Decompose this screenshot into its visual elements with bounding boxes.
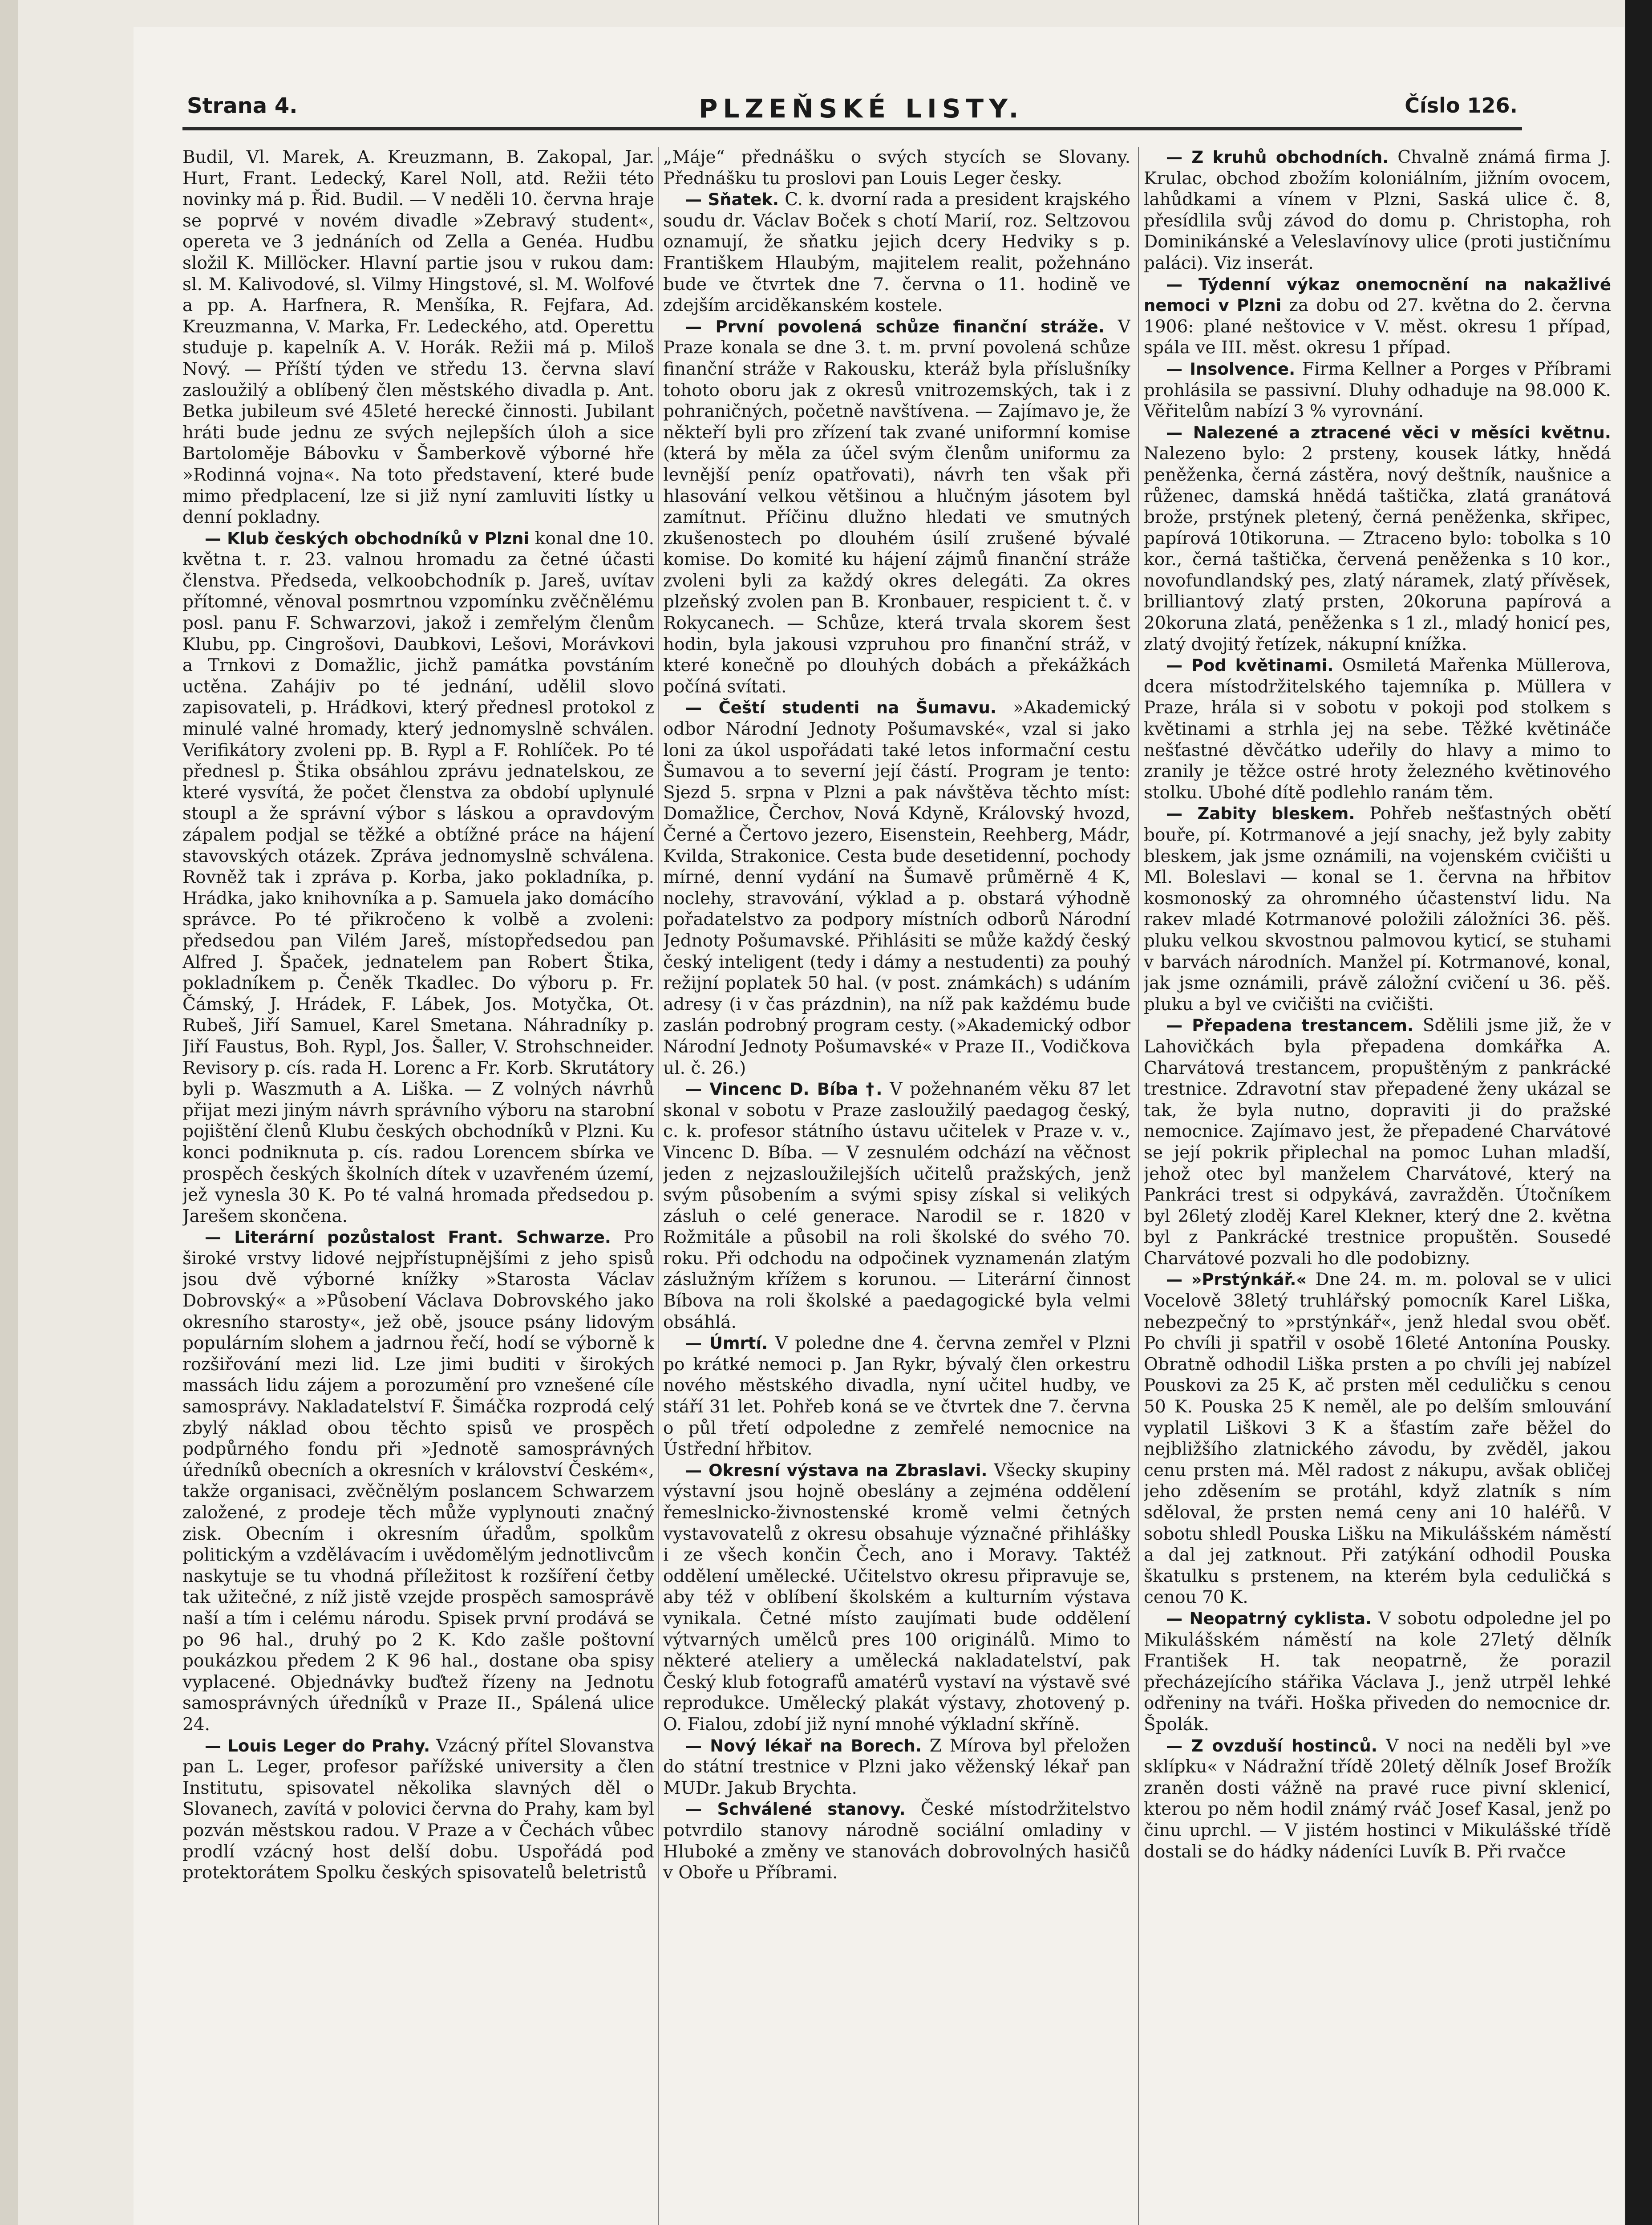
column-divider: [1138, 147, 1139, 2225]
article-paragraph: [663, 1079, 1130, 1333]
newspaper-page: [134, 27, 1624, 2225]
article-heading: — Zabity bleskem.: [1166, 804, 1355, 824]
article-text: České místodržitelstvo potvrdilo stanovy národně sociální omladiny v Hluboké a změny ve stanovách dobrovolných hasičů v Obořе u Příbrami.: [663, 1799, 1130, 1883]
article-text: konal dne 10. května t. r. 23. valnou hromadu za četné účasti členstva. Předseda, velkoobchodník p. Jareš, uvítav přítomné, věnoval posmrtnou vzpomínku zvěčnělému posl. panu F. Schwarzovi, jakož i zemřelým členům Klubu, pp. Cingrošovi, Daubkovi, Lešovi, Morávkovi a Trnkovi z Domažlic, jichž památka povstáním uctěna. Zahájiv po té jednání, udělil slovo zapisovateli, p. Hrádkovi, který přednesl protokol z minulé valné hromady, který jednomyslně schválen. Verifikátory zvoleni pp. B. Rypl a F. Rohlíček. Po té přednesl p. Štika obsáhlou zprávu jednatelskou, ze které vysvítá, že počet členstva za období uplynulé stoupl a že správní výbor s láskou a opravdovým zápalem podjal se těžké a obtížné práce na hájení stavovských otázek. Zpráva jednomyslně schválena. Rovněž tak i zpráva p. Korba, jako pokladníka, p. Hrádka, jako knihovníka a p. Samuela jako domácího správce. Po té přikročeno k volbě a zvoleni: předsedou pan Vilém Jareš, místopředsedou pan Alfred J. Špaček, jednatelem pan Robert Štika, pokladníkem p. Čeněk Tkadlec. Do výboru p. Fr. Čámský, J. Hrádek, F. Lábek, Jos. Motyčka, Ot. Rubeš, Jiří Samuel, Karel Smetana. Náhradníky p. Jiří Faustus, Boh. Rypl, Jos. Šaller, V. Strohschneider. Revisory p. cís. rada H. Lorenc a Fr. Korb. Skrutátory byli p. Waszmuth a A. Liška. — Z volných návrhů přijat mezi jiným návrh správního výboru na starobní pojištění členů Klubu českých obchodníků v Plzni. Ku konci podniknuta p. cís. radou Lorencem sbírka ve prospěch českých školních dítek v uzavřeném území, jež vynesla 30 K. Po té valná hromada předsedou p. Jarešem skončena.: [182, 528, 654, 1226]
article-paragraph: [1144, 1608, 1611, 1736]
column-2: [663, 147, 1130, 2225]
article-text: Osmiletá Mařenka Müllerova, dcera místodržitelského tajemníka p. Müllera v Praze, hrála si v sobotu v pokoji pod stolkem s květinami a strhla jej na sebe. Těžké květináče nešťastné děvčátko udeřily do hlavy a mimo to zranily je těžce ostré hroty železného květinového stolku. Ubohé dítě podlehlo ranám těm.: [1144, 655, 1611, 803]
article-text: V noci na neděli byl »ve sklípku« v Nádražní třídě 20letý dělník Josef Brožík zraněn dosti vážně na pravé ruce pivní sklenicí, kterou po něm hodil známý rváč Josef Kasal, jenž po činu uprchl. — V jistém hostinci v Mikulášské třídě dostali se do hádky nádeníci Luvík B. Při rvačce: [1144, 1736, 1611, 1862]
article-paragraph: [182, 1227, 654, 1735]
article-text: V sobotu odpoledne jel po Mikulášském náměstí na kole 27letý dělník František H. tak neopatrně, že porazil přecházejícího stářika Václava J., jenž utrpěl lehké odřeniny na tváři. Hoška přiveden do nemocnice dr. Špolák.: [1144, 1608, 1611, 1735]
newspaper-title: PLZEŇSKÉ LISTY.: [699, 93, 1024, 124]
article-paragraph: [1144, 803, 1611, 1015]
article-heading: — Louis Leger do Prahy.: [205, 1736, 430, 1756]
page-number: Strana 4.: [187, 93, 298, 118]
article-paragraph: [1144, 422, 1611, 655]
article-heading: — Z kruhů obchodních.: [1166, 148, 1389, 167]
article-text: Všecky skupiny výstavní jsou hojně obeslány a zejména oddělení řemeslnicko-živnostenské kromě velmi četných vystavovatelů z okresu obsahuje význačné přihlášky i ze všech končin Čech, ano i Moravy. Taktéž oddělení umělecké. Učitelstvo okresu připravuje se, aby též v oblíbení školském a kulturním výstava vynikala. Četné místo zaujímati bude oddělení výtvarných umělců pres 100 originálů. Mimo to některé ateliery a umělecká nakladatelství, pak Český klub fotografů amatérů vystaví na výstavě své reprodukce. Umělecký plakát výstavy, zhotovený p. O. Fialou, zdobí již nyní mnohé výkladní skříně.: [663, 1460, 1130, 1735]
article-heading: — Vincenc D. Bíba †.: [685, 1080, 883, 1099]
article-paragraph: [1144, 1015, 1611, 1269]
article-paragraph: [663, 316, 1130, 698]
header-rule: [182, 127, 1522, 130]
article-paragraph: [663, 1799, 1130, 1883]
article-text: Nalezeno bylo: 2 prsteny, kousek látky, hnědá peněženka, černá zástěra, nový deštník, naušnice a růženec, damská hnědá taštička, zlatá granátová brože, prstýnek pletený, černá peněženka, skřipec, papírová 10tikoruna. — Ztraceno bylo: tobolka s 10 kor., černá taštička, červená peněženka s 10 kor., novofundlandský pes, zlatý náramek, zlatý přívěsek, brilliantový zlatý prsten, 20koruna papírová a 20koruna zlatá, peněženka s 1 zl., mladý honicí pes, zlatý dvojitý řetízek, nákupní knížka.: [1144, 444, 1611, 655]
article-text: za dobu od 27. května do 2. června 1906: plané neštovice v V. měst. okresu 1 případ, spála ve III. měst. okresu 1 případ.: [1144, 295, 1611, 358]
article-text: Firma Kellner a Porges v Příbrami prohlásila se passivní. Dluhy odhaduje na 98.000 K. Věřitelům nabízí 3 % vyrovnání.: [1144, 359, 1611, 422]
article-text: V Praze konala se dne 3. t. m. první povolená schůze finanční stráže v Rakousku, kteráž byla příslušníky tohoto oboru jak z okresů vnitrozemských, tak i z pohraničných, početně navštívena. — Zajímavo je, že někteří byli pro zřízení tak zvané uniformní komise (která by měla za účel svým členům uniformu za levnější peníz opatřovati), návrh ten však při hlasování velkou většinou a hlučným jásotem byl zamítnut. Příčinu dlužno hledati ve smutných zkušenostech po dlouhém úsilí zrušené bývalé komise. Do komité ku hájení zájmů finanční stráže zvoleni byli za každý okres delegáti. Za okres plzeňský zvolen pan B. Kronbauer, respicient t. č. v Rokycanech. — Schůze, která trvala skorem šest hodin, byla jakousi vzpruhou pro finanční stráž, v které konečně po dlouhých dobách a překážkách počíná svítati.: [663, 316, 1130, 697]
article-heading: — Týdenní výkaz onemocnění na nakažlivé nemoci v Plzni: [1144, 275, 1611, 316]
issue-number: Číslo 126.: [1405, 93, 1518, 117]
article-paragraph: [1144, 1269, 1611, 1608]
scan-margin-left: [0, 0, 18, 2225]
article-text: Chvalně známá firma J. Krulac, obchod zbožím koloniálním, jižním ovocem, lahůdkami a vínem v Plzni, Saská ulice č. 8, přesídlila svůj závod do domu p. Christopha, roh Dominikánské a Veleslavínovy ulice (proti justičnímu paláci). Viz inserát.: [1144, 147, 1611, 273]
article-heading: — »Prstýnkář.«: [1166, 1270, 1307, 1290]
article-heading: — Z ovzduší hostinců.: [1166, 1736, 1377, 1756]
article-paragraph: [1144, 359, 1611, 422]
article-paragraph: [1144, 655, 1611, 803]
article-text: Pro široké vrstvy lidové nejpřístupnějšími z jeho spisů jsou dvě výborné knížky »Starosta Václav Dobrovský« a »Působení Václava Dobrovského jako okresního starosty«, jež obě, jsouce psány lidovým populárním slohem a jadrnou řečí, hodí se výborně k rozšiřování mezi lid. Lze jimi buditi v širokých massách lidu zájem a porozumění pro vznešené cíle samosprávy. Nakladatelství F. Šimáčka rozprodá celý zbylý náklad obou těchto spisů ve prospěch podpůrného fondu při »Jednotě samosprávných úředníků obecních a okresních v království Českém«, takže organisaci, zvěčnělým poslancem Schwarzem založené, z prodeje těch může vyplynouti značný zisk. Obecním i okresním úřadům, spolkům politickým a vzdělávacím i uvědomělým jednotlivcům naskytuje se tu vhodná příležitost k rozšíření četby tak užitečné, z níž jistě vzejde prospěch samosprávě naší a tím i celému národu. Spisek první prodává se po 96 hal., druhý po 2 K. Kdo zašle poštovní poukázkou předem 2 K 96 hal., dostane oba spisy vyplacené. Objednávky buďtež řízeny na Jednotu samosprávných úředníků v Praze II., Spálená ulice 24.: [182, 1227, 654, 1735]
article-paragraph: „Máje“ přednášku o svých stycích se Slovany. Přednášku tu proslovi pan Louis Leger česky.: [663, 147, 1130, 189]
article-heading: — Úmrtí.: [685, 1334, 768, 1353]
article-paragraph: [663, 1460, 1130, 1736]
article-paragraph: [1144, 274, 1611, 359]
article-heading: — Čeští studenti na Šumavu.: [685, 698, 996, 718]
article-heading: — Nový lékař na Borech.: [685, 1736, 922, 1756]
article-heading: — Pod květinami.: [1166, 656, 1334, 676]
article-heading: — První povolená schůze finanční stráže.: [685, 317, 1105, 336]
article-paragraph: Budil, Vl. Marek, A. Kreuzmann, B. Zakopal, Jar. Hurt, Frant. Ledecký, Karel Noll, atd. Režii této novinky má p. Řid. Budil. — V neděli 10. června hraje se poprvé v novém divadle »Zebravý student«, opereta ve 3 jednáních od Zella a Genéa. Hudbu složil K. Millöcker. Hlavní partie jsou v rukou dam: sl. M. Kalivodové, sl. Vilmy Hingstové, sl. M. Wolfové a pp. A. Harfnera, R. Menšíka, R. Fejfara, Ad. Kreuzmanna, V. Marka, Fr. Ledeckého, atd. Operettu studuje p. kapelník A. V. Horák. Režii má p. Miloš Nový. — Příští týden ve středu 13. června slaví zasloužilý a oblíbený člen městského divadla p. Ant. Betka jubileum své 45leté herecké činnosti. Jubilant hráti bude jednu ze svých nejlepších úloh a sice Bartoloměje Bábovku v Šamberkově výborné hře »Rodinná vojna«. Na toto představení, které bude mimo předplacení, lze si již nyní zamluviti lístky u denní pokladny.: [182, 147, 654, 528]
article-text: Dne 24. m. m. poloval se v ulici Vocelově 38letý truhlářský pomocník Karel Liška, nebezpečný to »prstýnkář«, jenž hledal svou oběť. Po chvíli ji spatřil v osobě 16leté Antonína Pousky. Obratně odhodil Liška prsten a po chvíli jej nabízel Pouskovi za 25 K, ač prsten měl ceduličku s cenou 50 K. Pouska 25 K neměl, ale po delším smlouvání vyplatil Liškovi 3 K a šťastím zaře běžel do nejbližšího zlatnického závodu, by zvěděl, jakou cenu prsten má. Měl radost z nákupu, avšak obličej jeho zděsením se protáhl, když zlatník s ním sděloval, že prsten nemá ceny ani 10 haléřů. V sobotu shledl Pouska Lišku na Mikulášském náměstí a dal jej zatknout. Při zatýkání odhodil Pouska škatulku s prstenem, na kterém byla ceduličká s cenou 70 K.: [1144, 1270, 1611, 1608]
article-text: V požehnaném věku 87 let skonal v sobotu v Praze zasloužilý paedagog český, c. k. profesor státního ústavu učitelek v Praze v. v., Vincenc D. Bíba. — V zesnulém odchází na věčnost jeden z nejzasloužilejších učitelů pražských, jenž svým působením a svými spisy získal si velikých zásluh o celé generace. Narodil se r. 1820 v Rožmitále a působil na roli školské do svého 70. roku. Při odchodu na odpočinek vyznamenán zlatým záslužným křížem s korunou. — Literární činnost Bíbova na roli školské a paedagogické byla velmi obsáhlá.: [663, 1079, 1130, 1332]
scan-margin-right: [1625, 0, 1652, 2225]
article-heading: — Sňatek.: [685, 190, 779, 210]
article-paragraph: [663, 697, 1130, 1079]
article-heading: — Literární pozůstalost Frant. Schwarze.: [205, 1228, 611, 1247]
article-text: »Akademický odbor Národní Jednoty Pošumavské«, vzal si jako loni za úkol uspořádati také letos informační cestu Šumavou a to severní její částí. Program je tento: Sjezd 5. srpna v Plzni a pak návštěva těchto míst: Domažlice, Čerchov, Nová Kdyně, Královský hvozd, Černé a Čertovo jezero, Eisenstein, Reehberg, Mádr, Kvilda, Strakonice. Cesta bude desetidenní, pochody mírné, denní vydání na Šumavě průměrně 4 K, noclehy, stravování, výklad a p. obstará výhodně pořadatelstvo za podpory místních odborů Národní Jednoty Pošumavské. Přihlásiti se může každý český český inteligent (tedy i dámy a nestudenti) za pouhý režijní poplatek 50 hal. (v post. známkách) s udáním adresy (i v čas prázdnin), na níž pak každému bude zaslán podrobný program cesty. (»Akademický odbor Národní Jednoty Pošumavské« v Praze II., Vodičkova ul. č. 26.): [663, 698, 1130, 1078]
article-paragraph: [663, 1736, 1130, 1799]
article-heading: — Neopatrný cyklista.: [1166, 1609, 1372, 1628]
article-text: Z Mírova byl přeložen do státní trestnice v Plzni jako věženský lékař pan MUDr. Jakub Brychta.: [663, 1736, 1130, 1798]
article-heading: — Okresní výstava na Zbraslavi.: [685, 1460, 988, 1480]
article-heading: — Přepadena trestancem.: [1166, 1016, 1414, 1036]
article-paragraph: [182, 1736, 654, 1884]
column-1: [182, 147, 654, 2225]
column-3: [1144, 147, 1611, 2225]
article-text: C. k. dvorní rada a president krajského soudu dr. Václav Boček s chotí Marií, roz. Seltzovou oznamují, že sňatku jejich dcery Hedviky s p. Františkem Hlaubým, majitelem realit, požehnáno bude ve čtvrtek dne 7. června o 11. hodině ve zdejším arciděkanském kostele.: [663, 190, 1130, 316]
article-heading: — Insolvence.: [1166, 359, 1296, 379]
article-text: Pohřeb nešťastných obětí bouře, pí. Kotrmanové a její snachy, jež byly zabity bleskem, jak jsme oznámili, na vojenském cvičišti u Ml. Boleslavi — konal se 1. června na hřbitov kosmonoský za ohromného účastenství lidu. Na rakev mladé Kotrmanové položili záložníci 36. pěš. pluku velkou skvostnou palmovou kyticí, se stuhami v barvách národních. Manžel pí. Kotrmanové, konal, jak jsme oznámili, právě záložní cvičení u 36. pěš. pluku a byl ve cvičišti na cvičišti.: [1144, 804, 1611, 1015]
column-divider: [658, 147, 659, 2225]
page-header: [187, 93, 1518, 147]
article-text: Sdělili jsme již, že v Lahovičkách byla přepadena domkářka A. Charvátová trestancem, propuštěným z pankrácké trestnice. Zdravotní stav přepadené ženy ukázal se tak, že byla nutno, dopraviti ji do pražské nemocnice. Zajímavo jest, že přepadené Charvátové se její pokrik připlechal na pomoc Luhan mladší, jehož otec byl manželem Charvátové, který na Pankráci trest si odpykává, zavražděn. Útočníkem byl 26letý zloděj Karel Klekner, který dne 2. května byl z Pankrácké trestnice propuštěn. Sousedé Charvátové pozvali ho dle podobizny.: [1144, 1015, 1611, 1269]
article-heading: — Klub českých obchodníků v Plzni: [205, 529, 530, 548]
article-paragraph: [1144, 1736, 1611, 1863]
article-paragraph: [663, 1333, 1130, 1460]
article-text: Vzácný přítel Slovanstva pan L. Leger, profesor pařížské university a člen Institutu, spisovatel několika slavných děl o Slovanech, zavítá v polovici června do Prahy, kam byl pozván městskou radou. V Praze a v Čechách vůbec prodlí vzácný host delší dobu. Uspořádá pod protektorátem Spolku českých spisovatelů beletristů: [182, 1736, 654, 1883]
article-heading: — Nalezené a ztracené věci v měsíci květnu.: [1166, 423, 1611, 442]
article-paragraph: [663, 189, 1130, 316]
article-paragraph: [1144, 147, 1611, 274]
article-paragraph: [182, 528, 654, 1227]
article-heading: — Schválené stanovy.: [685, 1800, 906, 1819]
article-text: V poledne dne 4. června zemřel v Plzni po krátké nemoci p. Jan Rykr, bývalý člen orkestru nového městského divadla, nyní učitel hudby, ve stáří 31 let. Pohřeb koná se ve čtvrtek dne 7. června o půl třetí odpoledne z zemřelé nemocnice na Ústřední hřbitov.: [663, 1333, 1130, 1460]
